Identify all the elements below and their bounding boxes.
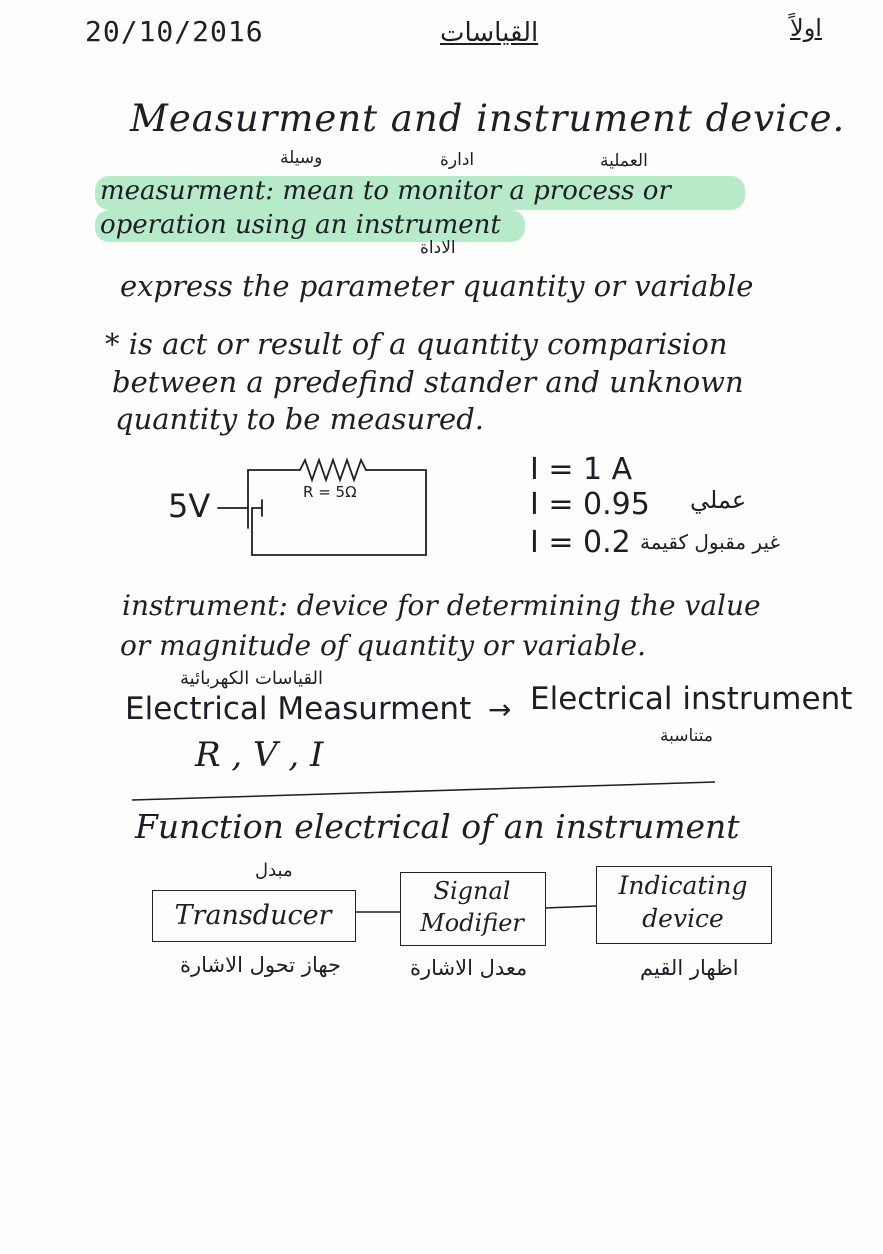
note-unacceptable: غير مقبول كقيمة: [640, 530, 780, 554]
gloss-manage: ادارة: [440, 150, 475, 170]
electrical-measurement: Electrical Measurment: [125, 691, 472, 727]
page-title-arabic: القياسات: [440, 18, 539, 48]
gloss-converter: مبدل: [255, 860, 293, 881]
resistor-label: R = 5Ω: [303, 483, 357, 501]
definition-line-1: measurment: mean to monitor a process or: [100, 176, 671, 206]
signal-modifier-label-arabic: معدل الاشارة: [410, 956, 528, 980]
equation-2: I = 0.95: [530, 487, 650, 522]
express-line: express the parameter quantity or variable: [120, 269, 754, 303]
instrument-def-line-1: instrument: device for determining the value: [122, 589, 761, 622]
instrument-def-line-2: or magnitude of quantity or variable.: [120, 629, 646, 662]
indicating-device-label-arabic: اظهار القيم: [640, 956, 739, 980]
equation-3: I = 0.2: [530, 525, 631, 560]
gloss-proportional: متناسبة: [660, 726, 714, 746]
indicating-device-label-1: Indicating: [618, 871, 748, 900]
transducer-label: Transducer: [174, 900, 332, 931]
indicating-device-label-2: device: [642, 904, 724, 933]
circuit-source-label: 5V: [168, 487, 211, 525]
transducer-label-arabic: جهاز تحول الاشارة: [180, 953, 342, 977]
gloss-means: وسيلة: [280, 148, 323, 168]
function-heading: Function electrical of an instrument: [135, 807, 740, 846]
first-label-arabic: اولاً: [790, 14, 822, 42]
gloss-process: العملية: [600, 151, 648, 171]
signal-modifier-label-2: Modifier: [420, 909, 524, 937]
note-practical: عملي: [690, 486, 747, 514]
definition-line-2: operation using an instrument: [100, 210, 501, 240]
star-paragraph-line-3: quantity to be measured.: [115, 402, 484, 436]
signal-modifier-label-1: Signal: [433, 877, 511, 905]
gloss-tool: الاداة: [420, 238, 456, 258]
star-paragraph-line-1: * is act or result of a quantity comparision: [105, 327, 728, 361]
electrical-instrument: Electrical instrument: [530, 681, 853, 717]
date: 20/10/2016: [85, 15, 264, 48]
gloss-electrical-measurements: القياسات الكهربائية: [180, 668, 323, 689]
star-paragraph-line-2: between a predefind stander and unknown: [112, 365, 744, 399]
equation-1: I = 1 A: [530, 452, 633, 487]
arrow-icon: →: [488, 693, 512, 726]
main-heading: Measurment and instrument device.: [130, 97, 846, 140]
quantities: R , V , I: [195, 735, 324, 775]
